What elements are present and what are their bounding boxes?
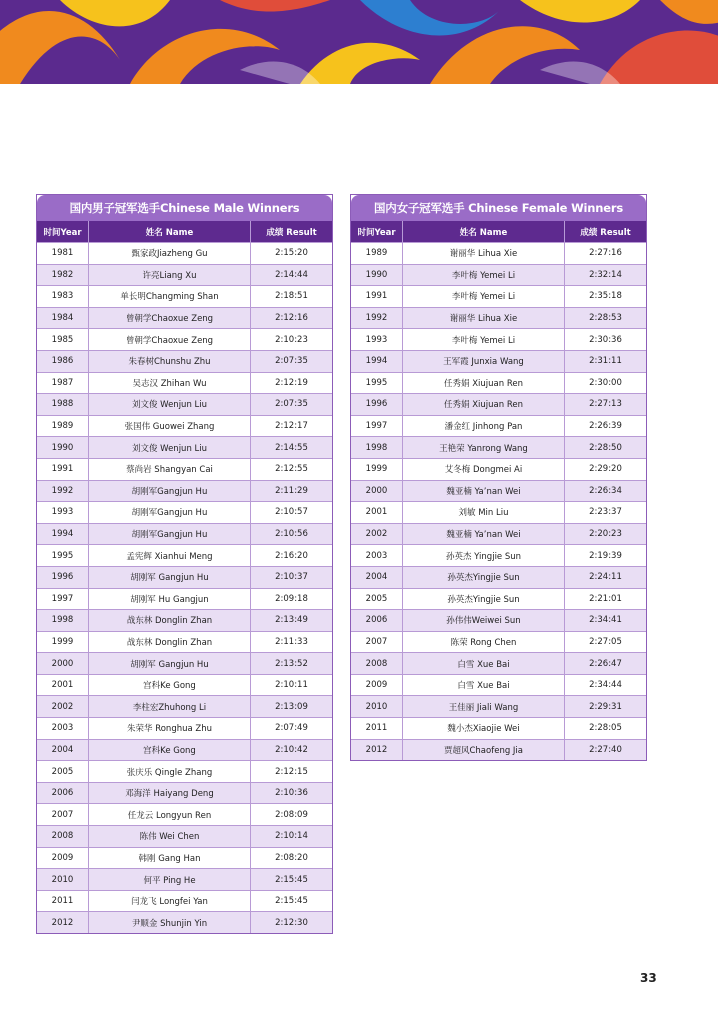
table-row (37, 588, 332, 610)
cell-result: 2:20:23 (589, 529, 622, 540)
male-table-title: 国内男子冠军选手Chinese Male Winners (37, 195, 332, 221)
cell-result: 2:26:47 (589, 658, 622, 669)
cell-year: 2004 (351, 567, 403, 588)
header-name: 姓名 Name (89, 221, 251, 242)
table-row (37, 242, 332, 264)
cell-result: 2:14:55 (275, 442, 308, 453)
table-row (37, 393, 332, 415)
table-row (37, 890, 332, 912)
cell-year: 1993 (37, 502, 89, 523)
cell-name: 孙英杰Yingjie Sun (403, 567, 565, 588)
cell-year: 2006 (37, 783, 89, 804)
cell-result: 2:29:20 (589, 464, 622, 475)
cell-year: 1995 (351, 373, 403, 394)
table-row (351, 285, 646, 307)
cell-name: 邓海洋 Haiyang Deng (89, 783, 251, 804)
table-row (351, 544, 646, 566)
cell-name: 朱春树Chunshu Zhu (89, 351, 251, 372)
cell-result: 2:12:55 (275, 464, 308, 475)
cell-name: 李叶梅 Yemei Li (403, 286, 565, 307)
cell-name: 魏亚楠 Ya’nan Wei (403, 481, 565, 502)
cell-result: 2:31:11 (589, 356, 622, 367)
cell-result: 2:10:57 (275, 507, 308, 518)
cell-year: 2006 (351, 610, 403, 631)
cell-name: 贾超风Chaofeng Jia (403, 740, 565, 761)
cell-name: 陈伟 Wei Chen (89, 826, 251, 847)
female-table-title: 国内女子冠军选手 Chinese Female Winners (351, 195, 646, 221)
cell-result: 2:35:18 (589, 291, 622, 302)
cell-result: 2:13:49 (275, 615, 308, 626)
cell-result: 2:19:39 (589, 550, 622, 561)
cell-name: 白雪 Xue Bai (403, 653, 565, 674)
cell-result: 2:10:37 (275, 572, 308, 583)
cell-year: 2003 (351, 545, 403, 566)
table-row (37, 739, 332, 761)
cell-name: 张庆乐 Qinglе Zhang (89, 761, 251, 782)
table-row (37, 480, 332, 502)
table-row (37, 609, 332, 631)
table-row (37, 825, 332, 847)
cell-result: 2:11:29 (275, 485, 308, 496)
cell-result: 2:27:13 (589, 399, 622, 410)
cell-name: 孟宪辉 Xianhui Meng (89, 545, 251, 566)
cell-result: 2:10:56 (275, 529, 308, 540)
page-number: 33 (640, 971, 657, 985)
table-row (351, 652, 646, 674)
cell-name: 陈荣 Rong Chen (403, 632, 565, 653)
male-table-header (37, 221, 332, 242)
cell-name: 王艳荣 Yanrong Wang (403, 437, 565, 458)
table-row (351, 674, 646, 696)
cell-result: 2:27:40 (589, 744, 622, 755)
cell-result: 2:12:30 (275, 917, 308, 928)
table-row (351, 523, 646, 545)
cell-year: 1989 (37, 416, 89, 437)
cell-result: 2:27:16 (589, 248, 622, 259)
cell-year: 1987 (37, 373, 89, 394)
cell-year: 1996 (37, 567, 89, 588)
header-name: 姓名 Name (403, 221, 565, 242)
header-result: 成绩 Result (266, 227, 317, 238)
cell-result: 2:16:20 (275, 550, 308, 561)
table-row (37, 631, 332, 653)
table-row (37, 307, 332, 329)
cell-year: 2001 (351, 502, 403, 523)
table-row (351, 566, 646, 588)
table-row (351, 393, 646, 415)
cell-year: 2012 (37, 912, 89, 933)
table-row (37, 285, 332, 307)
cell-result: 2:12:19 (275, 377, 308, 388)
cell-year: 1985 (37, 329, 89, 350)
table-row (37, 868, 332, 890)
cell-result: 2:07:35 (275, 356, 308, 367)
header-year: 时间Year (37, 221, 89, 242)
cell-year: 1986 (37, 351, 89, 372)
cell-result: 2:12:17 (275, 421, 308, 432)
cell-year: 2011 (351, 718, 403, 739)
cell-name: 刘敏 Min Liu (403, 502, 565, 523)
cell-year: 1990 (351, 265, 403, 286)
cell-year: 2005 (37, 761, 89, 782)
cell-name: 宫科Ke Gong (89, 675, 251, 696)
cell-name: 吴志汉 Zhihan Wu (89, 373, 251, 394)
male-winners-table (36, 194, 333, 934)
cell-result: 2:26:34 (589, 485, 622, 496)
cell-result: 2:10:14 (275, 831, 308, 842)
cell-name: 甄家政Jiazheng Gu (89, 243, 251, 264)
cell-result: 2:23:37 (589, 507, 622, 518)
cell-name: 孙英杰 Yingjie Sun (403, 545, 565, 566)
table-row (37, 760, 332, 782)
cell-name: 任龙云 Longyun Ren (89, 804, 251, 825)
table-row (351, 307, 646, 329)
cell-name: 尹顺金 Shunjin Yin (89, 912, 251, 933)
cell-name: 张国伟 Guowei Zhang (89, 416, 251, 437)
cell-year: 2005 (351, 589, 403, 610)
cell-name: 许亮Liang Xu (89, 265, 251, 286)
cell-year: 2011 (37, 891, 89, 912)
header-year: 时间Year (351, 221, 403, 242)
cell-year: 1992 (351, 308, 403, 329)
cell-year: 2009 (351, 675, 403, 696)
cell-year: 2007 (351, 632, 403, 653)
table-row (351, 609, 646, 631)
table-row (37, 544, 332, 566)
cell-name: 胡刚军Gangjun Hu (89, 481, 251, 502)
cell-name: 李叶梅 Yemei Li (403, 265, 565, 286)
cell-year: 1992 (37, 481, 89, 502)
table-row (37, 652, 332, 674)
cell-year: 1995 (37, 545, 89, 566)
cell-year: 2010 (351, 696, 403, 717)
cell-name: 谢丽华 Lihua Xie (403, 308, 565, 329)
table-row (37, 436, 332, 458)
table-row (37, 911, 332, 933)
cell-year: 1990 (37, 437, 89, 458)
cell-year: 1982 (37, 265, 89, 286)
table-row (351, 264, 646, 286)
cell-result: 2:09:18 (275, 593, 308, 604)
table-row (351, 695, 646, 717)
cell-year: 1994 (37, 524, 89, 545)
table-row (351, 588, 646, 610)
cell-result: 2:27:05 (589, 636, 622, 647)
cell-result: 2:32:14 (589, 269, 622, 280)
table-row (351, 242, 646, 264)
cell-result: 2:10:23 (275, 334, 308, 345)
male-table-body (37, 242, 332, 933)
cell-result: 2:13:09 (275, 701, 308, 712)
table-row (351, 415, 646, 437)
cell-year: 1997 (37, 589, 89, 610)
cell-name: 李柱宏Zhuhong Li (89, 696, 251, 717)
cell-year: 2008 (37, 826, 89, 847)
cell-name: 蔡尚岩 Shangyan Cai (89, 459, 251, 480)
cell-result: 2:10:11 (275, 680, 308, 691)
cell-name: 朱荣华 Ronghua Zhu (89, 718, 251, 739)
cell-year: 1981 (37, 243, 89, 264)
cell-result: 2:34:41 (589, 615, 622, 626)
cell-name: 战东林 Donglin Zhan (89, 632, 251, 653)
table-row (37, 717, 332, 739)
cell-result: 2:21:01 (589, 593, 622, 604)
cell-name: 魏小杰Xiaojie Wei (403, 718, 565, 739)
female-winners-table (350, 194, 647, 761)
cell-name: 孙英杰Yingjie Sun (403, 589, 565, 610)
female-table-header (351, 221, 646, 242)
decorative-banner (0, 0, 718, 84)
cell-year: 2004 (37, 740, 89, 761)
cell-result: 2:13:52 (275, 658, 308, 669)
cell-year: 1994 (351, 351, 403, 372)
cell-name: 李叶梅 Yemei Li (403, 329, 565, 350)
cell-result: 2:10:36 (275, 788, 308, 799)
cell-result: 2:24:11 (589, 572, 622, 583)
cell-name: 闫龙飞 Longfei Yan (89, 891, 251, 912)
cell-name: 潘金红 Jinhong Pan (403, 416, 565, 437)
table-row (351, 372, 646, 394)
cell-name: 曾朝学Chaoxue Zeng (89, 308, 251, 329)
cell-name: 胡刚军 Gangjun Hu (89, 653, 251, 674)
cell-name: 白雪 Xue Bai (403, 675, 565, 696)
cell-year: 1989 (351, 243, 403, 264)
cell-name: 王军霞 Junxia Wang (403, 351, 565, 372)
cell-year: 2003 (37, 718, 89, 739)
cell-year: 1997 (351, 416, 403, 437)
cell-name: 单长明Changming Shan (89, 286, 251, 307)
table-row (351, 328, 646, 350)
table-row (351, 717, 646, 739)
cell-year: 1998 (37, 610, 89, 631)
cell-result: 2:28:53 (589, 313, 622, 324)
cell-year: 2000 (37, 653, 89, 674)
cell-result: 2:10:42 (275, 744, 308, 755)
cell-result: 2:29:31 (589, 701, 622, 712)
table-row (37, 372, 332, 394)
cell-name: 何平 Ping He (89, 869, 251, 890)
cell-year: 1993 (351, 329, 403, 350)
table-row (37, 695, 332, 717)
cell-year: 1984 (37, 308, 89, 329)
cell-year: 2010 (37, 869, 89, 890)
table-row (37, 458, 332, 480)
cell-year: 2008 (351, 653, 403, 674)
cell-result: 2:07:49 (275, 723, 308, 734)
cell-year: 2007 (37, 804, 89, 825)
table-row (37, 523, 332, 545)
cell-year: 2000 (351, 481, 403, 502)
cell-result: 2:15:45 (275, 896, 308, 907)
cell-result: 2:15:20 (275, 248, 308, 259)
cell-result: 2:26:39 (589, 421, 622, 432)
header-result: 成绩 Result (580, 227, 631, 238)
banner-swirl-graphic (0, 0, 718, 84)
table-row (351, 458, 646, 480)
cell-name: 谢丽华 Lihua Xie (403, 243, 565, 264)
table-row (37, 803, 332, 825)
cell-name: 王佳丽 Jiali Wang (403, 696, 565, 717)
table-row (37, 782, 332, 804)
cell-year: 1998 (351, 437, 403, 458)
cell-result: 2:07:35 (275, 399, 308, 410)
table-row (37, 674, 332, 696)
cell-name: 胡刚军 Hu Gangjun (89, 589, 251, 610)
table-row (351, 501, 646, 523)
table-row (37, 328, 332, 350)
cell-year: 2009 (37, 848, 89, 869)
table-row (351, 436, 646, 458)
cell-result: 2:08:20 (275, 852, 308, 863)
cell-result: 2:12:16 (275, 313, 308, 324)
cell-year: 2012 (351, 740, 403, 761)
cell-result: 2:11:33 (275, 636, 308, 647)
cell-name: 战东林 Donglin Zhan (89, 610, 251, 631)
cell-result: 2:14:44 (275, 269, 308, 280)
cell-result: 2:12:15 (275, 766, 308, 777)
table-row (37, 415, 332, 437)
cell-result: 2:34:44 (589, 680, 622, 691)
table-row (37, 501, 332, 523)
cell-year: 2002 (351, 524, 403, 545)
cell-result: 2:30:36 (589, 334, 622, 345)
cell-name: 韩刚 Gang Han (89, 848, 251, 869)
cell-name: 刘文俊 Wenjun Liu (89, 394, 251, 415)
cell-result: 2:15:45 (275, 874, 308, 885)
table-row (37, 566, 332, 588)
cell-year: 1999 (37, 632, 89, 653)
cell-year: 1999 (351, 459, 403, 480)
female-table-body (351, 242, 646, 760)
table-row (351, 480, 646, 502)
cell-name: 胡刚军Gangjun Hu (89, 502, 251, 523)
cell-name: 魏亚楠 Ya’nan Wei (403, 524, 565, 545)
table-row (37, 847, 332, 869)
table-row (37, 350, 332, 372)
cell-name: 宫科Ke Gong (89, 740, 251, 761)
cell-result: 2:08:09 (275, 809, 308, 820)
cell-year: 1988 (37, 394, 89, 415)
cell-result: 2:18:51 (275, 291, 308, 302)
cell-name: 艾冬梅 Dongmei Ai (403, 459, 565, 480)
cell-year: 1996 (351, 394, 403, 415)
cell-year: 2002 (37, 696, 89, 717)
cell-year: 1991 (37, 459, 89, 480)
table-row (351, 631, 646, 653)
cell-name: 胡刚军 Gangjun Hu (89, 567, 251, 588)
table-row (351, 739, 646, 761)
table-row (37, 264, 332, 286)
cell-year: 1983 (37, 286, 89, 307)
table-row (351, 350, 646, 372)
cell-name: 任秀娟 Xiujuan Ren (403, 394, 565, 415)
cell-year: 1991 (351, 286, 403, 307)
cell-result: 2:28:05 (589, 723, 622, 734)
cell-name: 胡刚军Gangjun Hu (89, 524, 251, 545)
cell-name: 刘文俊 Wenjun Liu (89, 437, 251, 458)
cell-result: 2:30:00 (589, 377, 622, 388)
cell-result: 2:28:50 (589, 442, 622, 453)
cell-name: 孙伟伟Weiwei Sun (403, 610, 565, 631)
cell-name: 曾朝学Chaoxue Zeng (89, 329, 251, 350)
cell-name: 任秀娟 Xiujuan Ren (403, 373, 565, 394)
cell-year: 2001 (37, 675, 89, 696)
